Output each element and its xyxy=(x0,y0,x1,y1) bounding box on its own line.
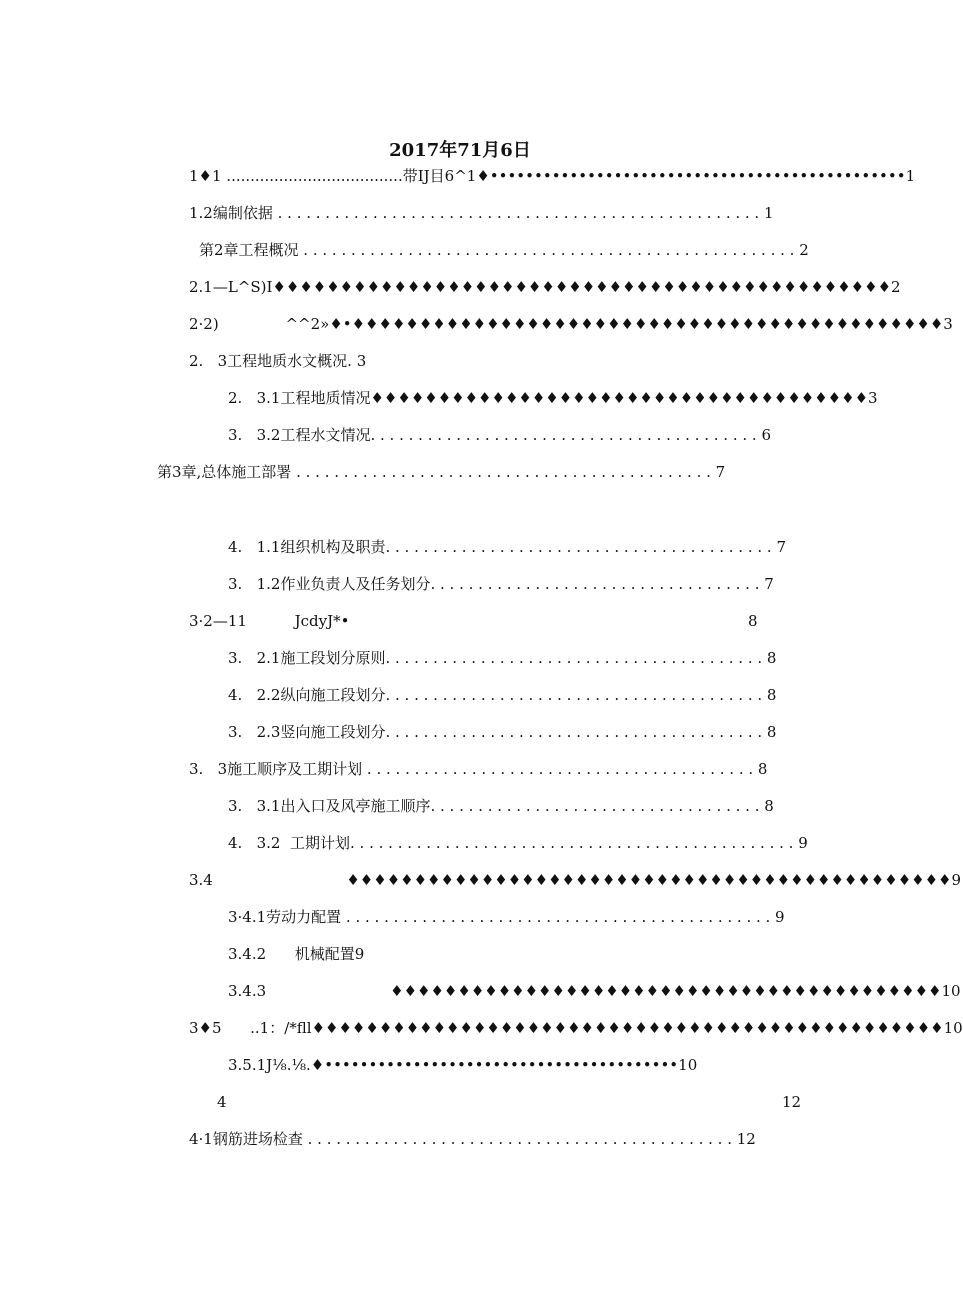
toc-entry: 2·2) ^^2»♦•♦♦♦♦♦♦♦♦♦♦♦♦♦♦♦♦♦♦♦♦♦♦♦♦♦♦♦♦♦♦♦♦♦♦♦♦♦♦♦♦♦♦♦♦3 xyxy=(189,315,953,333)
toc-entry: 3. 3.2工程水文情况. . . . . . . . . . . . . . . . . . . . . . . . . . . . . . . . . . . . . . . . . 6 xyxy=(228,426,771,444)
toc-entry: 3.4.2 机械配置9 xyxy=(228,945,365,963)
toc-page-number: 12 xyxy=(782,1093,802,1111)
toc-entry: 3.4.3 ♦♦♦♦♦♦♦♦♦♦♦♦♦♦♦♦♦♦♦♦♦♦♦♦♦♦♦♦♦♦♦♦♦♦♦♦♦♦♦♦♦10 xyxy=(228,982,961,1000)
toc-entry: 3. 2.1施工段划分原则. . . . . . . . . . . . . . . . . . . . . . . . . . . . . . . . . . . . . . . . 8 xyxy=(228,649,777,667)
toc-entry: 2. 3工程地质水文概况. 3 xyxy=(189,352,367,370)
toc-entry: 3. 3施工顺序及工期计划 . . . . . . . . . . . . . . . . . . . . . . . . . . . . . . . . . . . . . . . . . 8 xyxy=(189,760,768,778)
toc-entry: 3.5.1J⅛.⅛.♦••••••••••••••••••••••••••••••••••••••••10 xyxy=(228,1056,698,1074)
toc-entry: 4. 1.1组织机构及职责. . . . . . . . . . . . . . . . . . . . . . . . . . . . . . . . . . . . . . . . . 7 xyxy=(228,538,786,556)
toc-entry: 3. 3.1出入口及风亭施工顺序. . . . . . . . . . . . . . . . . . . . . . . . . . . . . . . . . . . 8 xyxy=(228,797,774,815)
toc-entry: 4·1钢筋进场检查 . . . . . . . . . . . . . . . . . . . . . . . . . . . . . . . . . . . . . . . . . . . . . 12 xyxy=(189,1130,756,1148)
toc-entry: 4. 3.2 工期计划. . . . . . . . . . . . . . . . . . . . . . . . . . . . . . . . . . . . . . . . . . . . . . . 9 xyxy=(228,834,808,852)
document-date-title: 2017年71月6日 xyxy=(389,140,531,161)
toc-entry: 3♦5 ..1：/*fll♦♦♦♦♦♦♦♦♦♦♦♦♦♦♦♦♦♦♦♦♦♦♦♦♦♦♦♦♦♦♦♦♦♦♦♦♦♦♦♦♦♦♦♦♦♦♦10 xyxy=(189,1019,963,1037)
toc-entry: 3. 2.3竖向施工段划分. . . . . . . . . . . . . . . . . . . . . . . . . . . . . . . . . . . . . . . . 8 xyxy=(228,723,777,741)
toc-entry: 1.2编制依据 . . . . . . . . . . . . . . . . . . . . . . . . . . . . . . . . . . . . . . . . . . . . . . . . . . . 1 xyxy=(189,204,774,222)
toc-entry: 3. 1.2作业负责人及任务划分. . . . . . . . . . . . . . . . . . . . . . . . . . . . . . . . . . . 7 xyxy=(228,575,774,593)
toc-entry: 3·4.1劳动力配置 . . . . . . . . . . . . . . . . . . . . . . . . . . . . . . . . . . . . . . . . . . . . . 9 xyxy=(228,908,785,926)
toc-page-number: 8 xyxy=(748,612,758,630)
toc-entry: 第2章工程概况 . . . . . . . . . . . . . . . . . . . . . . . . . . . . . . . . . . . . . . . . . . . . . . . . . . . . 2 xyxy=(199,241,809,259)
toc-entry: 1♦1 .....................................带IJ目6^1♦•••••••••••••••••••••••••••••••••••••••••••••••1 xyxy=(189,167,916,185)
toc-entry: 第3章,总体施工部署 . . . . . . . . . . . . . . . . . . . . . . . . . . . . . . . . . . . . . . . . . . . . 7 xyxy=(157,463,726,481)
toc-entry: 3.4 ♦♦♦♦♦♦♦♦♦♦♦♦♦♦♦♦♦♦♦♦♦♦♦♦♦♦♦♦♦♦♦♦♦♦♦♦♦♦♦♦♦♦♦♦♦9 xyxy=(189,871,962,889)
toc-entry: 2.1—L^S)I♦♦♦♦♦♦♦♦♦♦♦♦♦♦♦♦♦♦♦♦♦♦♦♦♦♦♦♦♦♦♦♦♦♦♦♦♦♦♦♦♦♦♦♦♦♦2 xyxy=(189,278,901,296)
toc-entry: 4 xyxy=(217,1093,227,1111)
toc-entry: 3·2—11 JcdyJ*• xyxy=(189,612,350,630)
toc-entry: 2. 3.1工程地质情况♦♦♦♦♦♦♦♦♦♦♦♦♦♦♦♦♦♦♦♦♦♦♦♦♦♦♦♦♦♦♦♦♦♦♦♦♦3 xyxy=(228,389,878,407)
toc-entry: 4. 2.2纵向施工段划分. . . . . . . . . . . . . . . . . . . . . . . . . . . . . . . . . . . . . . . . 8 xyxy=(228,686,777,704)
